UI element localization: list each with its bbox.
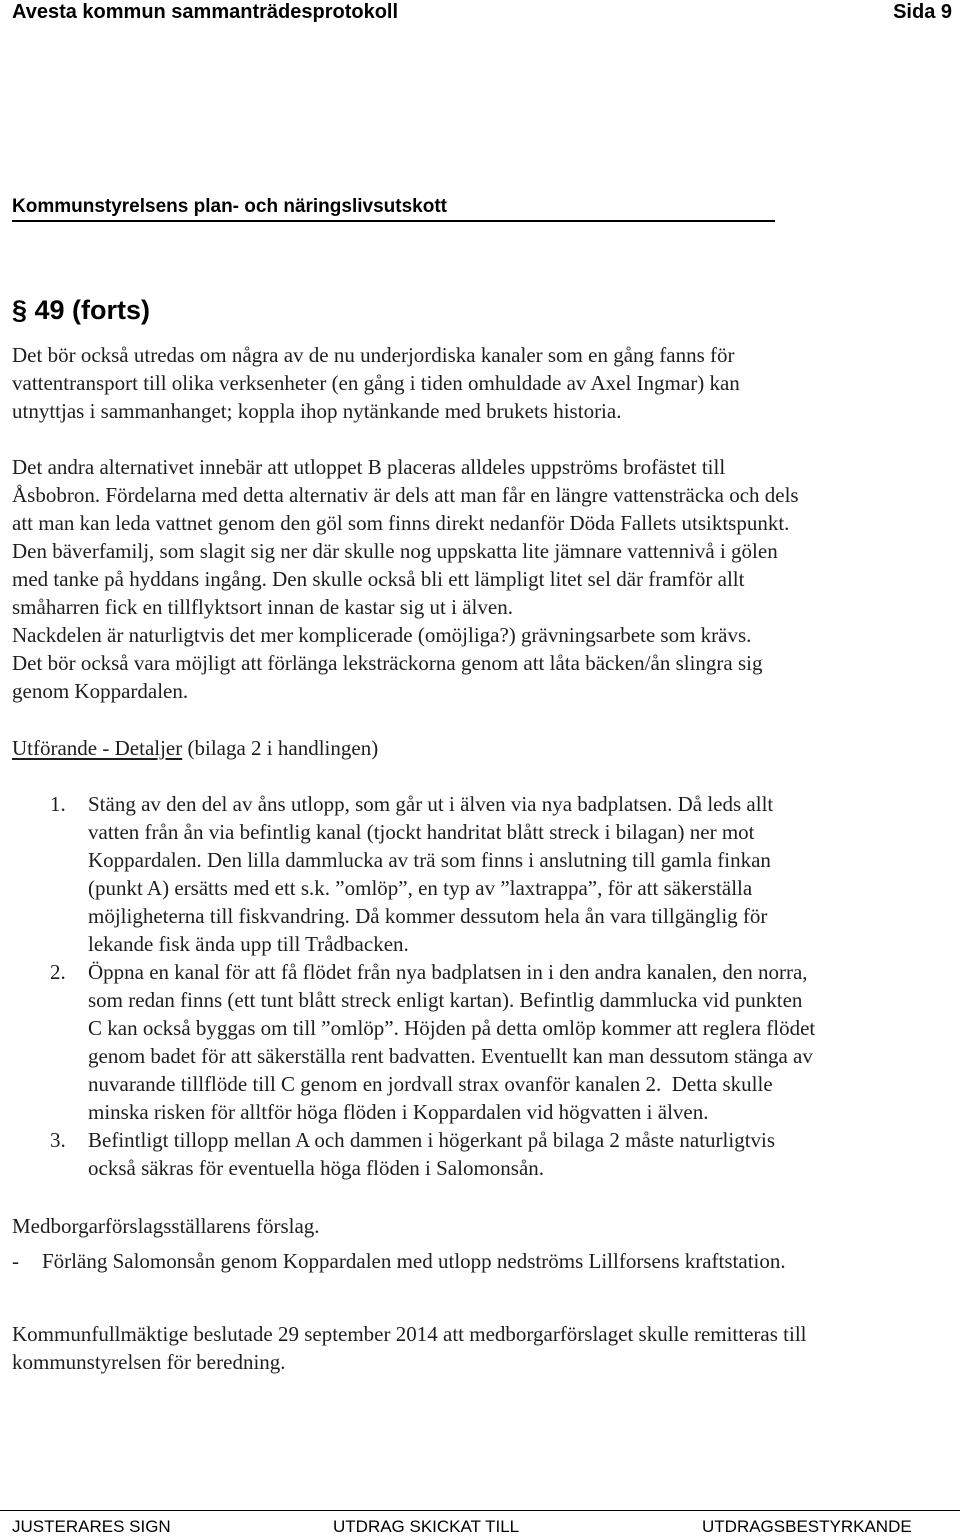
details-title: Utförande - Detaljer bbox=[12, 736, 183, 760]
paragraph-line: småharren fick en tillflyktsort innan de kastar sig ut i älven. bbox=[12, 595, 513, 619]
list-item-line: genom badet för att säkerställa rent badvatten. Eventuellt kan man dessutom stänga av bbox=[88, 1044, 813, 1068]
page-header bbox=[12, 0, 952, 25]
list-item-line: Stäng av den del av åns utlopp, som går ut i älven via nya badplatsen. Då leds allt bbox=[88, 792, 774, 816]
list-number: 1. bbox=[50, 792, 66, 816]
footer-justerares-sign: JUSTERARES SIGN bbox=[12, 1517, 171, 1536]
list-item-line: C kan också byggas om till ”omlöp”. Höjden på detta omlöp kommer att reglera flödet bbox=[88, 1016, 816, 1040]
list-item bbox=[0, 790, 960, 958]
paragraph-line: Det bör också utredas om några av de nu underjordiska kanaler som en gång fanns för bbox=[12, 343, 735, 367]
paragraph-line: vattentransport till olika verksenheter (en gång i tiden omhuldade av Axel Ingmar) kan bbox=[12, 371, 740, 395]
proposal-heading bbox=[12, 1212, 320, 1240]
paragraph-line: med tanke på hyddans ingång. Den skulle också bli ett lämpligt litet sel där framför allt bbox=[12, 567, 745, 591]
paragraph-line: Den bäverfamilj, som slagit sig ner där skulle nog uppskatta lite jämnare vattennivå i gölen bbox=[12, 539, 778, 563]
proposal-item bbox=[0, 1247, 960, 1275]
paragraph-2 bbox=[12, 453, 799, 705]
page-number: Sida 9 bbox=[893, 1, 952, 23]
list-item-line: Öppna en kanal för att få flödet från nya badplatsen in i den andra kanalen, den norra, bbox=[88, 960, 808, 984]
list-number: 2. bbox=[50, 960, 66, 984]
proposal-heading-text: Medborgarförslagsställarens förslag. bbox=[12, 1214, 320, 1238]
dash-bullet: - bbox=[12, 1249, 19, 1273]
paragraph-line: att man kan leda vattnet genom den göl som finns direkt nedanför Döda Fallets utsiktspunkt. bbox=[12, 511, 790, 535]
paragraph-line: Det andra alternativet innebär att utloppet B placeras alldeles uppströms brofästet till bbox=[12, 455, 726, 479]
protocol-title: Avesta kommun sammanträdesprotokoll bbox=[12, 1, 399, 23]
decision-paragraph bbox=[12, 1320, 807, 1376]
list-item-line: (punkt A) ersätts med ett s.k. ”omlöp”, en typ av ”laxtrappa”, för att säkerställa bbox=[88, 876, 753, 900]
paragraph-line: kommunstyrelsen för beredning. bbox=[12, 1350, 286, 1374]
proposal-text: Förläng Salomonsån genom Koppardalen med utlopp nedströms Lillforsens kraftstation. bbox=[42, 1249, 786, 1273]
paragraph-line: Nackdelen är naturligtvis det mer komplicerade (omöjliga?) grävningsarbete som krävs. bbox=[12, 623, 752, 647]
committee-underline bbox=[12, 220, 775, 222]
list-item-line: minska risken för alltför höga flöden i Koppardalen vid högvatten i älven. bbox=[88, 1100, 709, 1124]
paragraph-line: utnyttjas i sammanhanget; koppla ihop nytänkande med brukets historia. bbox=[12, 399, 622, 423]
paragraph-line: Åsbobron. Fördelarna med detta alternativ är dels att man får en längre vattensträcka och dels bbox=[12, 483, 799, 507]
list-item-line: Befintligt tillopp mellan A och dammen i högerkant på bilaga 2 måste naturligtvis bbox=[88, 1128, 776, 1152]
paragraph-line: genom Koppardalen. bbox=[12, 679, 189, 703]
paragraph-1 bbox=[12, 341, 740, 425]
section-heading: § 49 (forts) bbox=[12, 295, 151, 325]
paragraph-line: Det bör också vara möjligt att förlänga leksträckorna genom att låta bäcken/ån slingra sig bbox=[12, 651, 763, 675]
list-item-line: som redan finns (ett tunt blått streck enligt kartan). Befintlig dammlucka vid punkten bbox=[88, 988, 803, 1012]
details-note: (bilaga 2 i handlingen) bbox=[187, 736, 379, 760]
footer-utdrag-skickat: UTDRAG SKICKAT TILL bbox=[333, 1517, 520, 1536]
list-number: 3. bbox=[50, 1128, 66, 1152]
footer-divider bbox=[0, 1510, 960, 1511]
list-item-line: vatten från ån via befintlig kanal (tjockt handritat blått streck i bilagan) ner mot bbox=[88, 820, 755, 844]
committee-heading: Kommunstyrelsens plan- och näringslivsutskott bbox=[12, 196, 447, 217]
list-item bbox=[0, 1126, 960, 1182]
footer-utdragsbestyrkande: UTDRAGSBESTYRKANDE bbox=[702, 1517, 912, 1536]
list-item-line: lekande fisk ända upp till Trådbacken. bbox=[88, 932, 409, 956]
details-list bbox=[0, 790, 960, 1182]
list-item-line: möjligheterna till fiskvandring. Då kommer dessutom hela ån vara tillgänglig för bbox=[88, 904, 768, 928]
list-item-line: Koppardalen. Den lilla dammlucka av trä som finns i anslutning till gamla finkan bbox=[88, 848, 771, 872]
list-item-line: nuvarande tillflöde till C genom en jordvall strax ovanför kanalen 2. Detta skulle bbox=[88, 1072, 773, 1096]
details-heading bbox=[12, 734, 378, 762]
paragraph-line: Kommunfullmäktige beslutade 29 september 2014 att medborgarförslaget skulle remitteras till bbox=[12, 1322, 807, 1346]
list-item bbox=[0, 958, 960, 1126]
list-item-line: också säkras för eventuella höga flöden i Salomonsån. bbox=[88, 1156, 545, 1180]
